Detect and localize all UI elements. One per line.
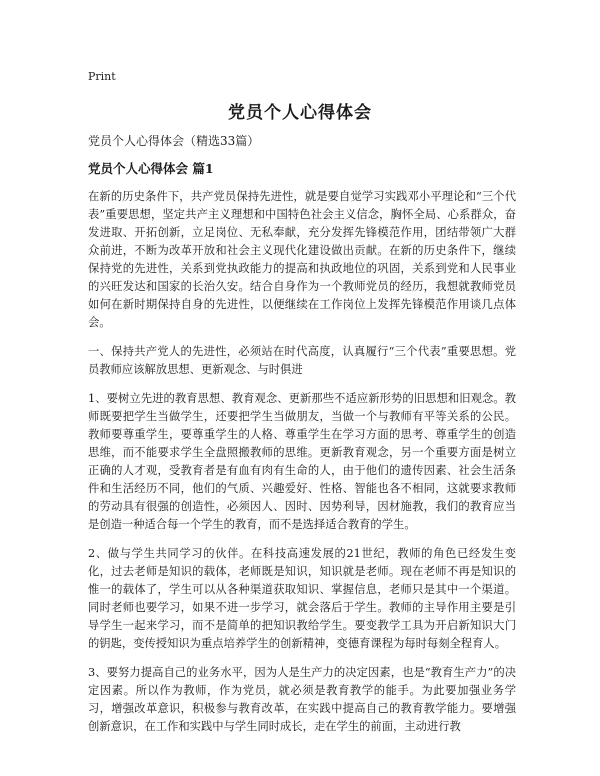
section-heading: 党员个人心得体会 篇1 xyxy=(88,161,214,176)
paragraph-item-1: 1、要树立先进的教育思想、教育观念、更新那些不适应新形势的旧思想和旧观念。教师既要把学生当做学生，还要把学生当做朋友，当做一个与教师有平等关系的公民。教师要尊重学生，要尊重学生的人格、尊重学生在学习方面的思考、尊重学生的创造思维，而不能要求学生全盘照搬教师的思维。更新教育观念，另一个重要方面是树立正确的人才观，受教育者是有血有肉有生命的人，由于他们的遗传因素、社会生活条件和生活经历不同，他们的气质、兴趣爱好、性格、智能也各不相同，这就要求教师的劳动具有很强的创造性，必须因人、因时、因势利导，因材施教，我们的教育应当是创造一种适合每一个学生的教育，而不是选择适合教育的学生。 xyxy=(88,392,516,531)
print-link[interactable]: Print xyxy=(88,70,116,83)
paragraph-item-2: 2、做与学生共同学习的伙伴。在科技高速发展的21世纪，教师的角色已经发生变化，过去老师是知识的载体，老师既是知识，知识就是老师。现在老师不再是知识的惟一的载体了，学生可以从各种渠道获取知识、掌握信息，老师只是其中一个渠道。同时老师也要学习，如果不进一步学习，就会落后于学生。教师的主导作用主要是引导学生一起来学习，而不是简单的把知识教给学生。要变教学工具为开启新知识大门的钥匙，变传授知识为重点培养学生的创新精神，变德育课程为每时每刻全程育人。 xyxy=(88,547,516,650)
paragraph-point-one: 一、保持共产党人的先进性，必须站在时代高度，认真履行“三个代表”重要思想。党员教师应该解放思想、更新观念、与时俱进 xyxy=(88,345,516,376)
paragraph-intro: 在新的历史条件下，共产党员保持先进性，就是要自觉学习实践邓小平理论和“三个代表”重要思想，坚定共产主义理想和中国特色社会主义信念，胸怀全局、心系群众，奋发进取、开拓创新，立足岗位、无私奉献，充分发挥先锋模范作用，团结带领广大群众前进，不断为改革开放和社会主义现代化建设做出贡献。在新的历史条件下，继续保持党的先进性，关系到党执政能力的提高和执政地位的巩固，关系到党和人民事业的兴旺发达和国家的长治久安。结合自身作为一个教师党员的经历，我想就教师党员如何在新时期保持自身的先进性，以便继续在工作岗位上发挥先锋模范作用谈几点体会。 xyxy=(88,190,516,329)
paragraph-item-3: 3、要努力提高自己的业务水平，因为人是生产力的决定因素，也是“教育生产力”的决定因素。所以作为教师，作为党员，就必须是教育教学的能手。为此要加强业务学习，增强改革意识，积极参与教育改革，在实践中提高自己的教育教学能力。要增强创新意识，在工作和实践中与学生同时成长，走在学生的前面，主动进行教 xyxy=(88,666,516,733)
document-title: 党员个人心得体会 xyxy=(228,103,372,123)
document-body xyxy=(88,132,516,747)
document-subtitle: 党员个人心得体会（精选33篇） xyxy=(88,134,260,148)
